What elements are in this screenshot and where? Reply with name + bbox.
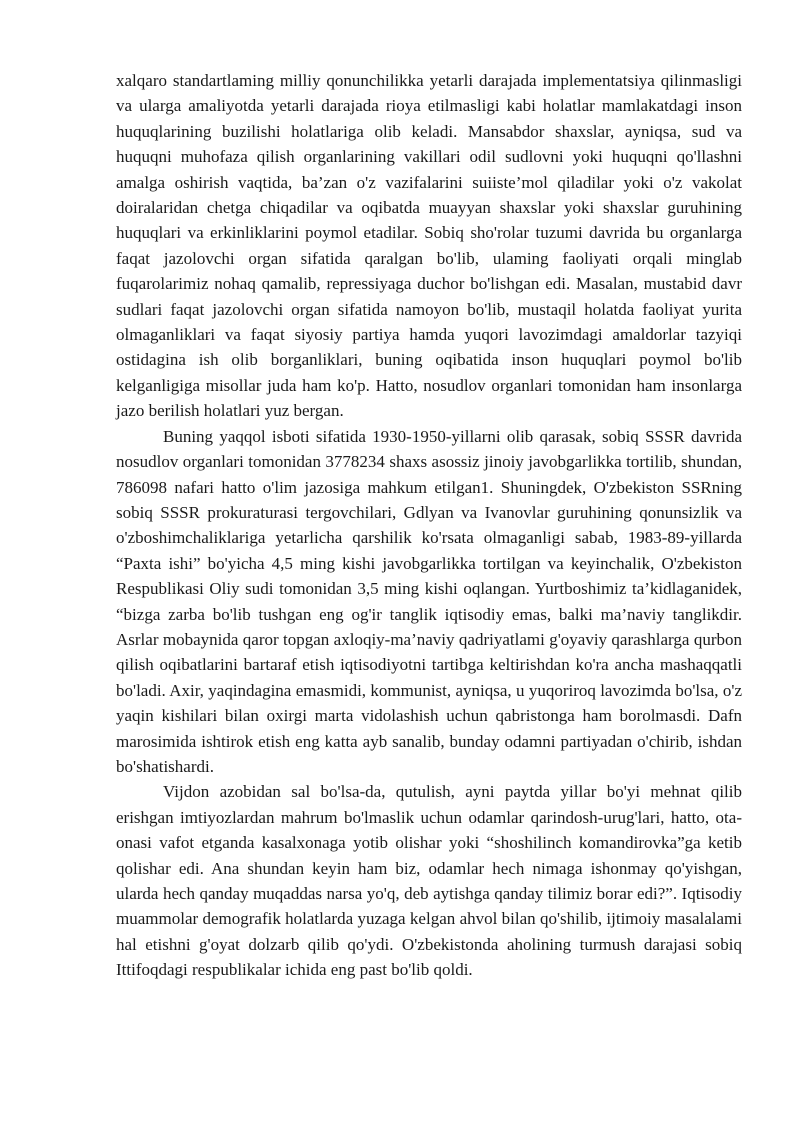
document-page (116, 68, 742, 983)
paragraph-1: xalqaro standartlaming milliy qonunchilikka yetarli darajada implementatsiya qilinmasligi va ularga amaliyotda yetarli darajada rioya etilmasligi kabi holatlar mamlakatdagi inson huquqlarining buzilishi holatlariga olib keladi. Mansabdor shaxslar, ayniqsa, sud va huquqni muhofaza qilish organlarining vakillari odil sudlovni yoki huquqni qo'llashni amalga oshirish vaqtida, ba’zan o'z vazifalarini suiiste’mol qiladilar yoki o'z vakolat doiralaridan chetga chiqadilar va oqibatda muayyan shaxslar yoki shaxslar guruhining huquqlari va erkinliklarini poymol etadilar. Sobiq sho'rolar tuzumi davrida bu organlarga faqat jazolovchi organ sifatida qaralgan bo'lib, ulaming faoliyati orqali minglab fuqarolarimiz nohaq qamalib, repressiyaga duchor bo'lishgan edi. Masalan, mustabid davr sudlari faqat jazolovchi organ sifatida namoyon bo'lib, mustaqil holatda faoliyat yurita olmaganliklari va faqat siyosiy partiya hamda yuqori lavozimdagi amaldorlar tazyiqi ostidagina ish olib borganliklari, buning oqibatida inson huquqlari poymol bo'lib kelganligiga misollar juda ham ko'p. Hatto, nosudlov organlari tomonidan ham insonlarga jazo berilish holatlari yuz bergan. (116, 71, 742, 421)
paragraph-2: Buning yaqqol isboti sifatida 1930-1950-yillarni olib qarasak, sobiq SSSR davrida nosudlov organlari tomonidan 3778234 shaxs asossiz jinoiy javobgarlikka tortilib, shundan, 786098 nafari hatto o'lim jazosiga mahkum etilgan1. Shuningdek, O'zbekiston SSRning sobiq SSSR prokuraturasi tergovchilari, Gdlyan va Ivanovlar guruhining qonunsizlik va o'zboshimchaliklariga yetarlicha qarshilik ko'rsata olmaganligi sabab, 1983-89-yillarda “Paxta ishi” bo'yicha 4,5 ming kishi javobgarlikka tortilgan va keyinchalik, O'zbekiston Respublikasi Oliy sudi tomonidan 3,5 ming kishi oqlangan. Yurtboshimiz ta’kidlaganidek, “bizga zarba bo'lib tushgan eng og'ir tanglik iqtisodiy emas, balki ma’naviy tanglikdir. Asrlar mobaynida qaror topgan axloqiy-ma’naviy qadriyatlami g'oyaviy qarashlarga qurbon qilish oqibatlarini bartaraf etish iqtisodiyotni tartibga keltirishdan ko'ra ancha mashaqqatli bo'ladi. Axir, yaqindagina emasmidi, kommunist, ayniqsa, u yuqoriroq lavozimda bo'lsa, o'z yaqin kishilari bilan oxirgi marta vidolashish uchun qabristonga ham borolmasdi. Dafn marosimida ishtirok etish eng katta ayb sanalib, bunday odamni partiyadan o'chirib, ishdan bo'shatishardi. (116, 426, 742, 776)
paragraph-3: Vijdon azobidan sal bo'lsa-da, qutulish, ayni paytda yillar bo'yi mehnat qilib erishgan imtiyozlardan mahrum bo'lmaslik uchun odamlar qarindosh-urug'lari, hatto, ota-onasi vafot etganda kasalxonaga yotib olishar yoki “shoshilinch komandirovka”ga ketib qolishar edi. Ana shundan keyin ham biz, odamlar hech nimaga ishonmay qo'yishgan, ularda hech qanday muqaddas narsa yo'q, deb aytishga qanday tilimiz borar edi?”. Iqtisodiy muammolar demografik holatlarda yuzaga kelgan ahvol bilan qo'shilib, ijtimoiy masalalami hal etishni g'oyat dolzarb qilib qo'ydi. O'zbekistonda aholining turmush darajasi sobiq Ittifoqdagi respublikalar ichida eng past bo'lib qoldi. (116, 782, 742, 980)
